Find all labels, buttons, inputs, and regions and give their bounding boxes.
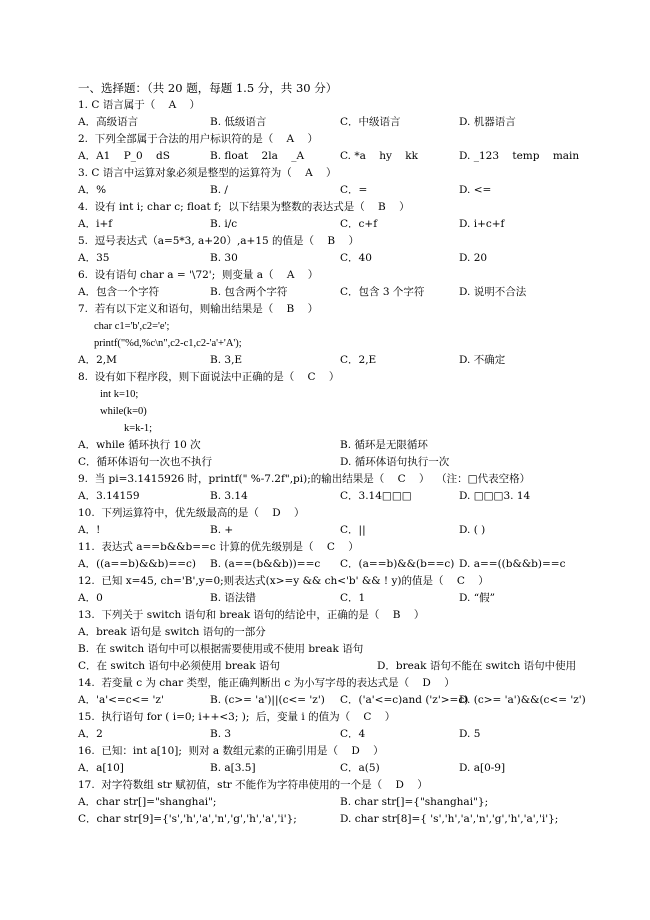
question-5-stem: 5. 逗号表达式（a=5*3, a+20）,a+15 的值是（ B ） bbox=[78, 235, 359, 247]
question-4-options bbox=[78, 216, 598, 233]
option-d: D. char str[8]={ 's','h','a','n','g','h','a','i'}; bbox=[340, 813, 559, 825]
option-a: A．char str[]="shanghai"; bbox=[78, 796, 217, 808]
option-d: D. 机器语言 bbox=[459, 116, 516, 128]
option-c: C．40 bbox=[340, 252, 372, 264]
question-3-stem: 3. C 语言中运算对象必须是整型的运算符为（ A ） bbox=[78, 167, 337, 179]
option-c: C．|| bbox=[340, 524, 366, 536]
question-6-options bbox=[78, 284, 598, 301]
option-a: A．! bbox=[78, 524, 101, 536]
question-10-stem: 10. 下列运算符中，优先级最高的是（ D ） bbox=[78, 507, 305, 519]
option-b: B. char str[]={"shanghai"}; bbox=[340, 796, 489, 808]
question-2-options bbox=[78, 148, 598, 165]
question-6-stem: 6. 设有语句 char a = '\72'; 则变量 a（ A ） bbox=[78, 269, 319, 281]
option-b: B. 低级语言 bbox=[210, 116, 267, 128]
option-d: D. <= bbox=[459, 184, 492, 196]
option-c: C．循环体语句一次也不执行 bbox=[78, 456, 213, 468]
question-17-options-ab bbox=[78, 794, 598, 811]
question-15-stem: 15. 执行语句 for ( i=0; i++<3; ); 后，变量 i 的值为（ C ） bbox=[78, 711, 396, 723]
option-a: A．高级语言 bbox=[78, 116, 139, 128]
option-b: B. a[3.5] bbox=[210, 762, 256, 774]
option-c: C．('a'<=c)and ('z'>=c) bbox=[340, 694, 469, 706]
option-a: A．0 bbox=[78, 592, 103, 604]
option-b: B. i/c bbox=[210, 218, 238, 230]
option-b: B. 在 switch 语句中可以根据需要使用或不使用 break 语句 bbox=[78, 643, 364, 655]
option-b: B. float 2la _A bbox=[210, 150, 305, 162]
question-7-stem: 7. 若有以下定义和语句，则输出结果是（ B ） bbox=[78, 303, 319, 315]
option-a: A．2 bbox=[78, 728, 103, 740]
option-b: B. + bbox=[210, 524, 234, 536]
question-8-stem: 8. 设有如下程序段，则下面说法中正确的是（ C ） bbox=[78, 371, 340, 383]
option-a: A．a[10] bbox=[78, 762, 124, 774]
option-a: A．包含一个字符 bbox=[78, 286, 160, 298]
option-d: D. a==((b&&b)==c bbox=[459, 558, 566, 570]
option-c: C．= bbox=[340, 184, 368, 196]
option-b: B. (c>= 'a')||(c<= 'z') bbox=[210, 694, 325, 706]
code-line: printf("%d,%c\n",c2-c1,c2-'a'+'A'); bbox=[94, 338, 242, 349]
option-c: C. *a hy kk bbox=[340, 150, 418, 162]
option-b: B. / bbox=[210, 184, 228, 196]
question-11-stem: 11. 表达式 a==b&&b==c 计算的优先级别是（ C ） bbox=[78, 541, 359, 553]
option-d: D．break 语句不能在 switch 语句中使用 bbox=[377, 660, 577, 672]
option-a: A．while 循环执行 10 次 bbox=[78, 439, 201, 451]
option-c: C．(a==b)&&(b==c) bbox=[340, 558, 455, 570]
option-c: C．1 bbox=[340, 592, 366, 604]
option-c: C．c+f bbox=[340, 218, 378, 230]
option-d: D. □□□3. 14 bbox=[459, 490, 531, 502]
question-11-options bbox=[78, 556, 598, 573]
question-12-options bbox=[78, 590, 598, 607]
option-a: A．35 bbox=[78, 252, 110, 264]
question-17-stem: 17. 对字符数组 str 赋初值，str 不能作为字符串使用的一个是（ D ） bbox=[78, 779, 428, 791]
code-line: k=k-1; bbox=[124, 423, 153, 434]
option-d: D. i+c+f bbox=[459, 218, 505, 230]
option-a: A．i+f bbox=[78, 218, 113, 230]
option-b: B. 3.14 bbox=[210, 490, 248, 502]
question-16-stem: 16. 已知：int a[10]; 则对 a 数组元素的正确引用是（ D ） bbox=[78, 745, 384, 757]
question-16-options bbox=[78, 760, 598, 777]
option-c: C．a(5) bbox=[340, 762, 380, 774]
code-line: char c1='b',c2='e'; bbox=[94, 321, 170, 332]
option-d: D. 5 bbox=[459, 728, 481, 740]
option-d: D. 20 bbox=[459, 252, 488, 264]
option-a: A．'a'<=c<= 'z' bbox=[78, 694, 164, 706]
question-8-options-cd bbox=[78, 454, 598, 471]
code-line: while(k=0) bbox=[100, 406, 147, 417]
question-9-options bbox=[78, 488, 598, 505]
question-13-stem: 13. 下列关于 switch 语句和 break 语句的结论中，正确的是（ B ） bbox=[78, 609, 425, 621]
option-d: D. a[0-9] bbox=[459, 762, 506, 774]
option-b: B. 3,E bbox=[210, 354, 243, 366]
option-b: B. 30 bbox=[210, 252, 238, 264]
question-10-options bbox=[78, 522, 598, 539]
option-d: D. (c>= 'a')&&(c<= 'z') bbox=[459, 694, 586, 706]
question-14-stem: 14. 若变量 c 为 char 类型，能正确判断出 c 为小写字母的表达式是（ D ） bbox=[78, 677, 455, 689]
question-15-options bbox=[78, 726, 598, 743]
option-d: D. 不确定 bbox=[459, 354, 506, 366]
question-13-options-cd bbox=[78, 658, 598, 675]
question-12-stem: 12. 已知 x=45, ch='B',y=0;则表达式(x>=y && ch<'b' && ! y)的值是（ C ） bbox=[78, 575, 489, 587]
option-c: C．3.14□□□ bbox=[340, 490, 412, 502]
question-14-options bbox=[78, 692, 598, 709]
option-c: C．char str[9]={'s','h','a','n','g','h','a','i'}; bbox=[78, 813, 297, 825]
option-b: B. (a==(b&&b))==c bbox=[210, 558, 321, 570]
question-3-options bbox=[78, 182, 598, 199]
question-1-options bbox=[78, 114, 598, 131]
question-2-stem: 2. 下列全部属于合法的用户标识符的是（ A ） bbox=[78, 133, 318, 145]
option-a: A．A1 P_0 dS bbox=[78, 150, 170, 162]
option-b: B. 循环是无限循环 bbox=[340, 439, 428, 451]
option-a: A．break 语句是 switch 语句的一部分 bbox=[78, 626, 266, 638]
section-heading: 一、选择题：（共 20 题，每题 1.5 分，共 30 分） bbox=[78, 81, 338, 95]
option-d: D. 循环体语句执行一次 bbox=[340, 456, 450, 468]
option-c: C．4 bbox=[340, 728, 366, 740]
option-c: C．中级语言 bbox=[340, 116, 401, 128]
option-b: B. 语法错 bbox=[210, 592, 256, 604]
option-d: D. ( ) bbox=[459, 524, 486, 536]
option-a: A．((a==b)&&b)==c) bbox=[78, 558, 197, 570]
question-1-stem: 1. C 语言属于（ A ） bbox=[78, 99, 201, 111]
option-b: B. 3 bbox=[210, 728, 232, 740]
question-5-options bbox=[78, 250, 598, 267]
option-c: C．包含 3 个字符 bbox=[340, 286, 425, 298]
question-7-options bbox=[78, 352, 598, 369]
option-d: D. 说明不合法 bbox=[459, 286, 527, 298]
option-c: C．在 switch 语句中必须使用 break 语句 bbox=[78, 660, 281, 672]
question-8-options-ab bbox=[78, 437, 598, 454]
question-9-stem: 9. 当 pi=3.1415926 时，printf(" %-7.2f",pi);的输出结果是（ C ） （注：□代表空格） bbox=[78, 473, 531, 485]
option-d: D. “假” bbox=[459, 592, 495, 604]
option-a: A．% bbox=[78, 184, 107, 196]
option-c: C．2,E bbox=[340, 354, 377, 366]
question-4-stem: 4. 设有 int i; char c; float f; 以下结果为整数的表达式是（ B ） bbox=[78, 201, 410, 213]
option-a: A．3.14159 bbox=[78, 490, 140, 502]
code-line: int k=10; bbox=[100, 389, 139, 400]
option-b: B. 包含两个字符 bbox=[210, 286, 288, 298]
question-17-options-cd bbox=[78, 811, 598, 828]
option-a: A．2,M bbox=[78, 354, 117, 366]
option-d: D. _123 temp main bbox=[459, 150, 580, 162]
